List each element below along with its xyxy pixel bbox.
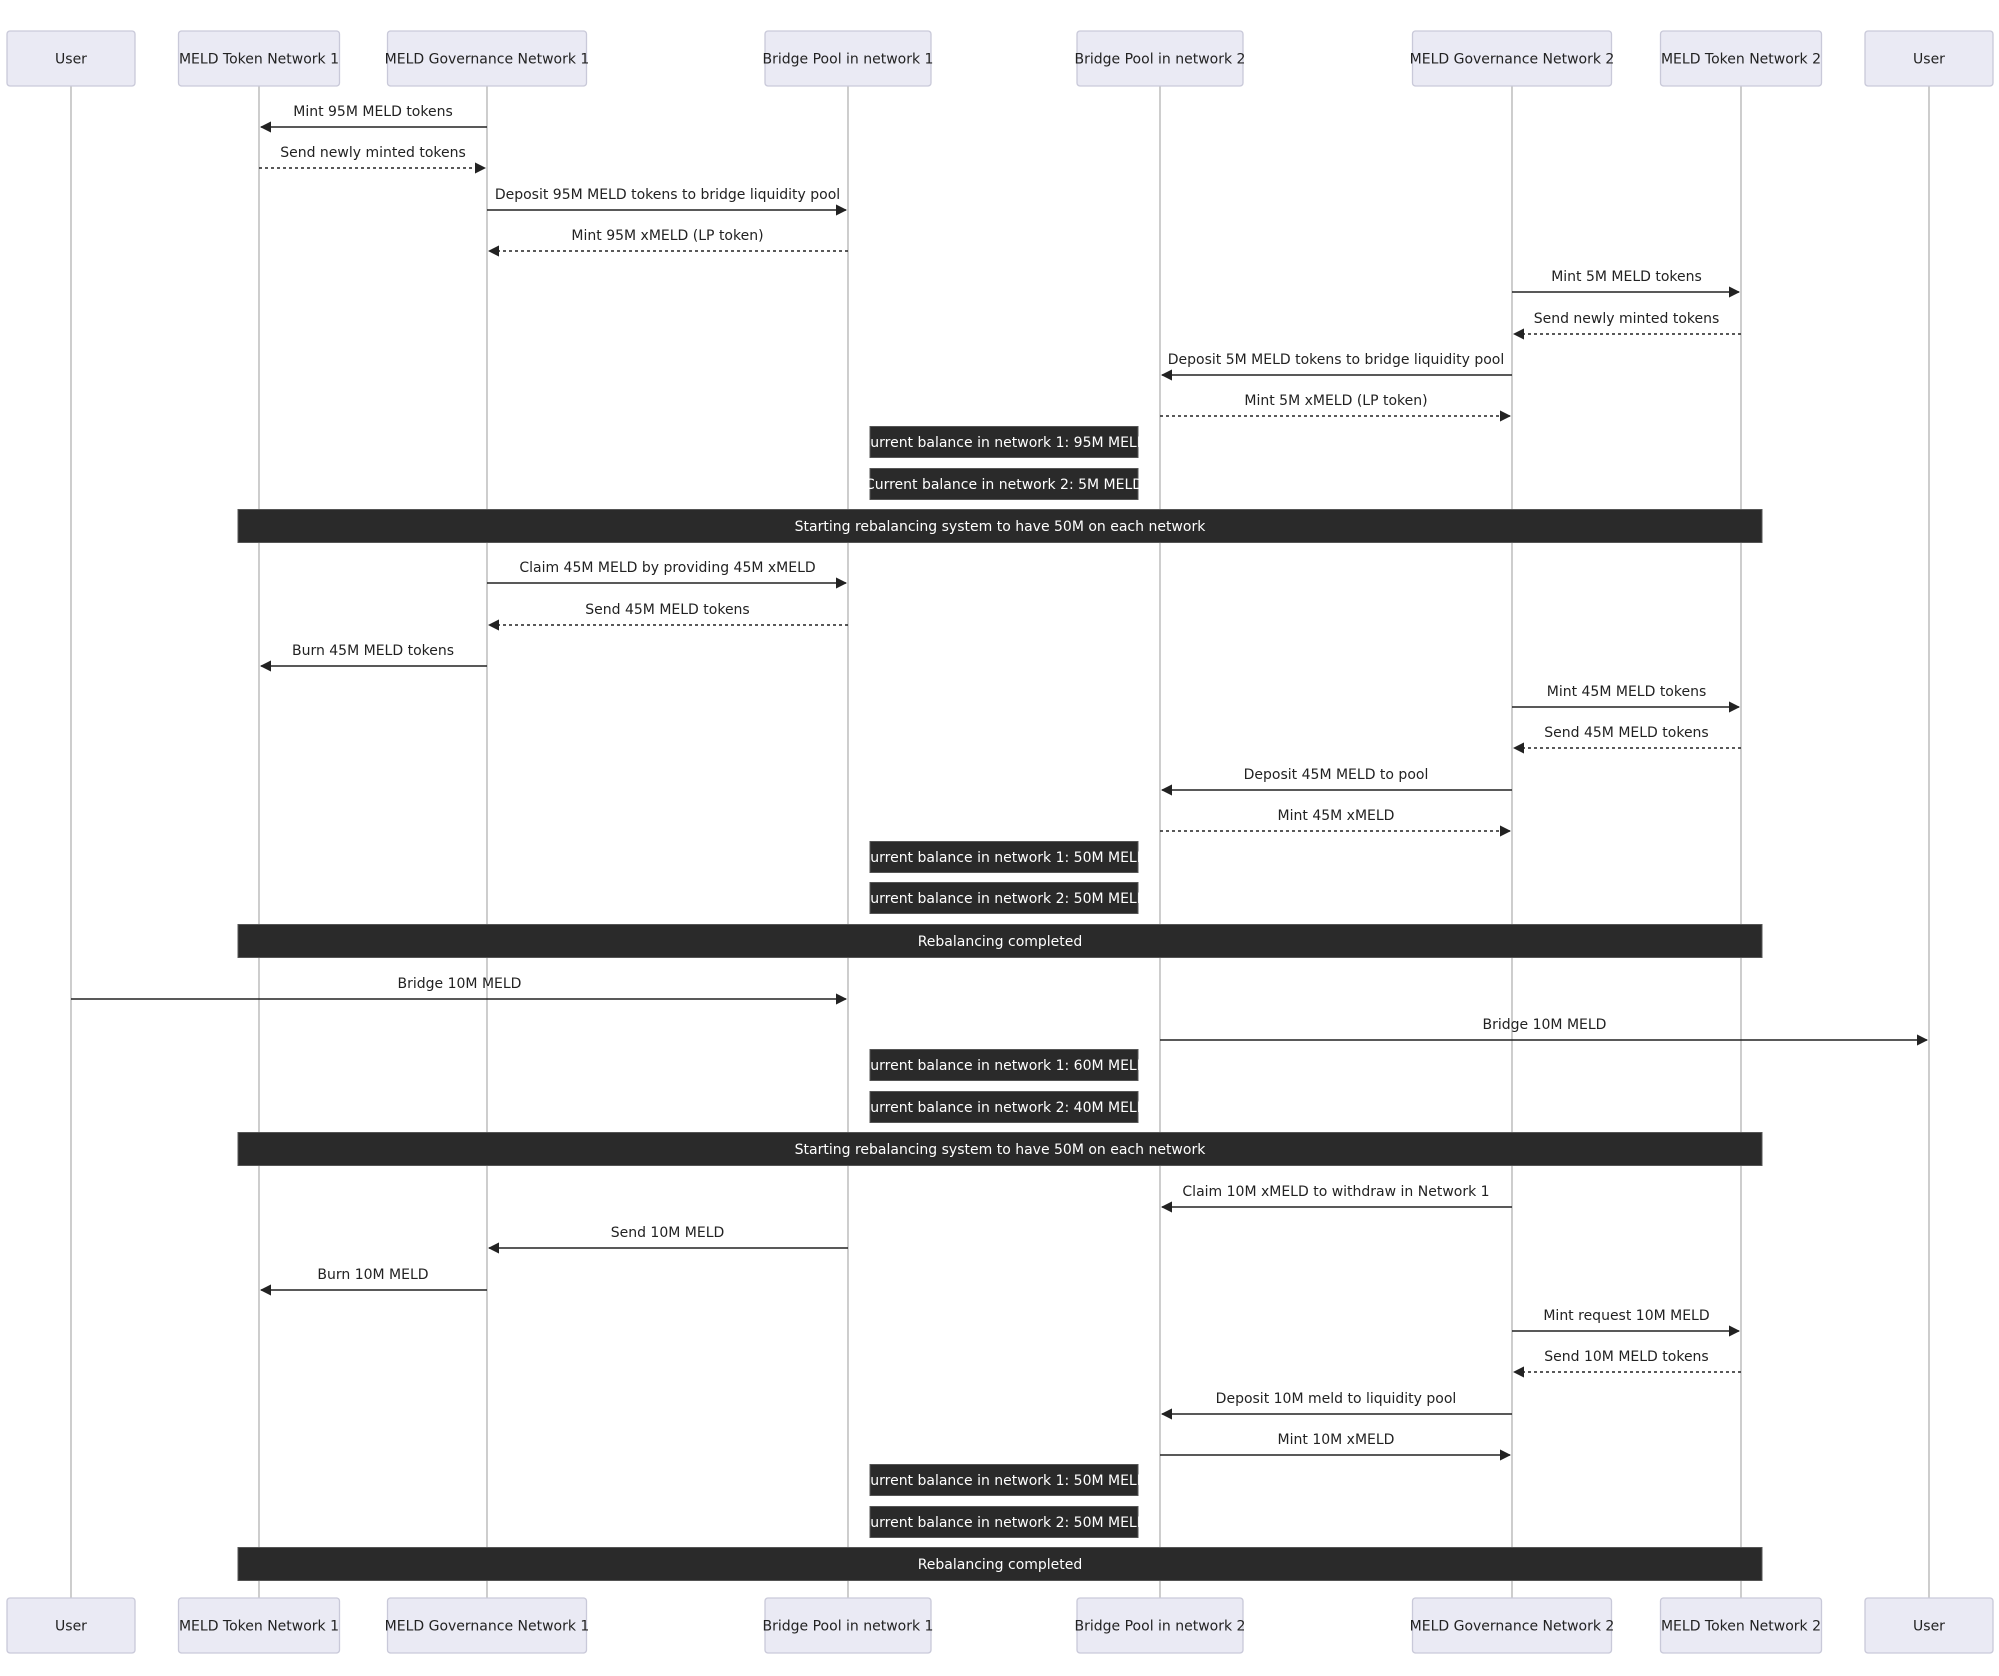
actor-label: User [1913,51,1945,68]
actor-top-2[interactable] [179,31,340,86]
banner-label: Rebalancing completed [917,934,1083,950]
phase-banner [238,1133,1762,1166]
message-label: Mint request 10M MELD [1543,1308,1710,1324]
balance-note [860,427,1147,458]
message-label: Send 10M MELD [610,1225,725,1241]
actor-label: MELD Governance Network 1 [384,51,590,68]
message-label: Mint 45M MELD tokens [1546,684,1707,700]
message [489,602,848,625]
message-label: Deposit 10M meld to liquidity pool [1215,1391,1457,1407]
actor-label: MELD Token Network 2 [1660,1618,1822,1635]
actor-bottom-2[interactable] [179,1598,340,1653]
actor-top-5[interactable] [1075,31,1246,86]
message [1162,352,1512,375]
message-label: Deposit 45M MELD to pool [1243,767,1429,783]
balance-note [865,469,1143,500]
message-label: Mint 95M MELD tokens [293,104,453,120]
message-label: Deposit 5M MELD tokens to bridge liquidity pool [1167,352,1505,368]
actor-label: User [1913,1618,1945,1635]
actors-bottom [7,1598,1993,1653]
message [1160,808,1510,831]
message [1162,1184,1512,1207]
note-label: Current balance in network 1: 50M MELD [860,1473,1148,1489]
note-label: Current balance in network 2: 40M MELD [860,1100,1148,1116]
message-label: Mint 5M MELD tokens [1551,269,1702,285]
note-label: Current balance in network 2: 50M MELD [860,891,1148,907]
phase-banner [238,925,1762,958]
message-label: Mint 5M xMELD (LP token) [1244,393,1428,409]
actor-bottom-1[interactable] [7,1598,135,1653]
message [1162,1391,1512,1414]
actor-top-7[interactable] [1661,31,1822,86]
banner-label: Starting rebalancing system to have 50M on each network [794,1142,1206,1158]
actor-label: MELD Token Network 1 [178,1618,340,1635]
message [1514,1349,1741,1372]
message-label: Bridge 10M MELD [397,976,522,992]
message [1160,393,1510,416]
note-label: Current balance in network 2: 5M MELD [864,477,1144,493]
banner-label: Rebalancing completed [917,1557,1083,1573]
message-label: Mint 45M xMELD [1277,808,1395,824]
message [1512,1308,1739,1331]
messages-layer [71,104,1927,1455]
message-label: Burn 10M MELD [317,1267,429,1283]
note-label: Current balance in network 2: 50M MELD [860,1515,1148,1531]
message [71,976,846,999]
message-label: Send newly minted tokens [280,145,466,161]
message-label: Send 45M MELD tokens [585,602,750,618]
actor-label: User [55,51,87,68]
notes-layer [238,427,1762,1581]
message [259,145,485,168]
balance-note [860,842,1147,873]
balance-note [860,1092,1147,1123]
phase-banner [238,510,1762,543]
actor-bottom-4[interactable] [763,1598,934,1653]
message [487,187,846,210]
message-label: Mint 10M xMELD [1277,1432,1395,1448]
balance-note [860,1465,1147,1496]
message-label: Mint 95M xMELD (LP token) [571,228,764,244]
message-label: Deposit 95M MELD tokens to bridge liquidity pool [494,187,841,203]
actor-label: Bridge Pool in network 1 [762,1618,934,1635]
actor-label: MELD Governance Network 2 [1409,51,1615,68]
note-label: Current balance in network 1: 95M MELD [860,435,1148,451]
actor-bottom-8[interactable] [1865,1598,1993,1653]
actor-label: Bridge Pool in network 2 [1074,1618,1246,1635]
actor-bottom-6[interactable] [1410,1598,1615,1653]
message [261,643,487,666]
actor-label: MELD Governance Network 2 [1409,1618,1615,1635]
message [1514,311,1741,334]
balance-note [860,1050,1147,1081]
message [1512,684,1739,707]
balance-note [860,1507,1147,1538]
message [1162,767,1512,790]
note-label: Current balance in network 1: 50M MELD [860,850,1148,866]
actor-label: User [55,1618,87,1635]
message [487,560,846,583]
actors-top [7,31,1993,86]
actor-bottom-3[interactable] [385,1598,590,1653]
actor-top-1[interactable] [7,31,135,86]
actor-top-8[interactable] [1865,31,1993,86]
balance-note [860,883,1147,914]
actor-top-6[interactable] [1410,31,1615,86]
actor-label: Bridge Pool in network 1 [762,51,934,68]
message [1514,725,1741,748]
message [1160,1017,1927,1040]
actor-bottom-5[interactable] [1075,1598,1246,1653]
phase-banner [238,1548,1762,1581]
message [261,104,487,127]
actor-label: MELD Token Network 1 [178,51,340,68]
message-label: Claim 10M xMELD to withdraw in Network 1 [1182,1184,1490,1200]
message-label: Bridge 10M MELD [1482,1017,1607,1033]
actor-top-4[interactable] [763,31,934,86]
note-label: Current balance in network 1: 60M MELD [860,1058,1148,1074]
message-label: Send 45M MELD tokens [1544,725,1709,741]
actor-bottom-7[interactable] [1661,1598,1822,1653]
message-label: Send 10M MELD tokens [1544,1349,1709,1365]
actor-top-3[interactable] [385,31,590,86]
actor-label: MELD Token Network 2 [1660,51,1822,68]
banner-label: Starting rebalancing system to have 50M on each network [794,519,1206,535]
message [489,228,848,251]
actor-label: MELD Governance Network 1 [384,1618,590,1635]
message-label: Burn 45M MELD tokens [291,643,455,659]
message [1160,1432,1510,1455]
message-label: Claim 45M MELD by providing 45M xMELD [519,560,816,576]
actor-label: Bridge Pool in network 2 [1074,51,1246,68]
message [1512,269,1739,292]
message [261,1267,487,1290]
message-label: Send newly minted tokens [1533,311,1720,327]
message [489,1225,848,1248]
